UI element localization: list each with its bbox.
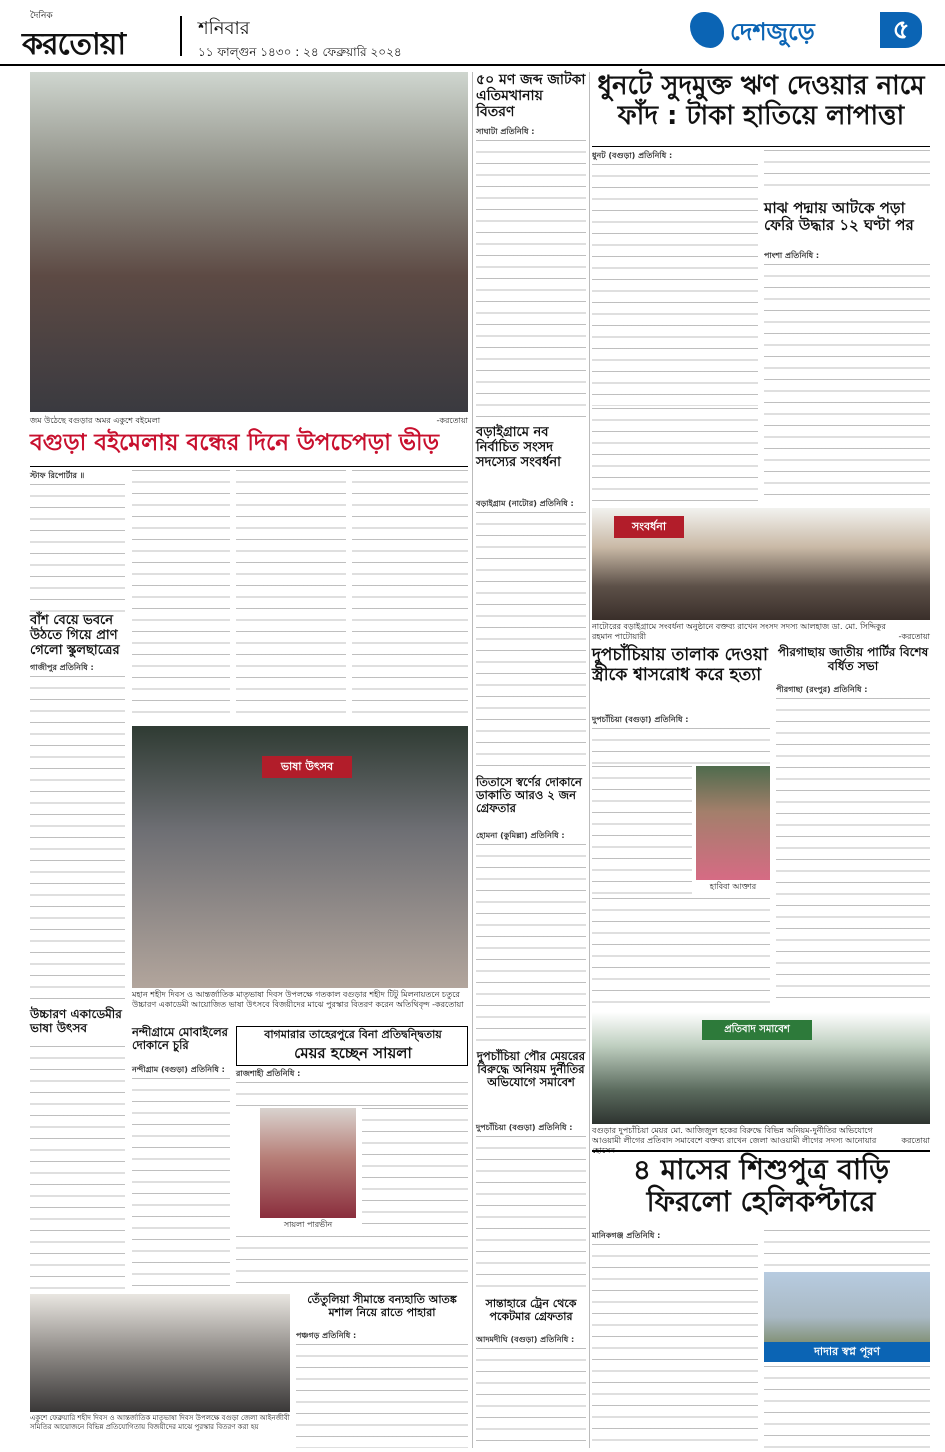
dhunot-byline: ধুনট (বগুড়া) প্রতিনিধি :	[592, 151, 673, 160]
gold-body	[476, 844, 586, 1048]
helicopter-byline: মানিকগঞ্জ প্রতিনিধি :	[592, 1231, 661, 1240]
dupchanchia-rally-photo	[592, 1012, 930, 1124]
boraigram-body	[476, 512, 586, 774]
helicopter-body-col2	[764, 1366, 930, 1448]
dupchanchia-victim-photo	[696, 766, 770, 880]
bagmara-photo-caption: সায়লা পারভীন	[283, 1220, 333, 1229]
gold-headline: তিতাসে স্বর্ণের দোকানে ডাকাতি আরও ২ জন গ্রেফতার	[476, 775, 582, 816]
lawyers-photo	[30, 1294, 290, 1412]
dupchanchia-rally-photo-credit: করতোয়া	[901, 1136, 930, 1145]
dhunot-body-col1b	[592, 408, 758, 504]
column-rule-2	[589, 72, 590, 1448]
dhunot-rule	[592, 146, 930, 147]
dupchanchia-murder-body-left	[592, 766, 692, 896]
gold-byline: হোমনা (কুমিল্লা) প্রতিনিধি :	[476, 831, 565, 840]
logo-prefix: দৈনিক	[30, 11, 53, 21]
issue-date: ১১ ফাল্গুন ১৪৩০ : ২৪ ফেব্রুয়ারি ২০২৪	[198, 45, 402, 59]
academy-photo-caption: মহান শহীদ দিবস ও আন্তর্জাতিক মাতৃভাষা দিবস উপলক্ষে গতকাল বগুড়ার শহীদ টিটু মিলনায়তনে চতুরে উচ্চারণ একাডেমী আয়োজিত ভাষা উৎসবে বিজয়ীদের মাঝে পুরস্কার বিতরণ করেন অতিথিবৃন্দ -করতোয়া	[132, 990, 464, 1009]
bookfair-body-col4	[352, 470, 468, 722]
boraigram-photo	[592, 508, 930, 620]
boraigram-photo-caption: নাটোরের বড়াইগ্রামে সংবর্ধনা অনুষ্ঠানে বক্তব্য রাখেন সংসদ সদস্য আলহাজ ডা. মো. সিদ্দিকুর রহমান পাটোয়ারী	[592, 622, 886, 641]
masthead-divider	[180, 16, 182, 56]
jatiya-party-byline: পীরগাছা (রংপুর) প্রতিনিধি :	[776, 685, 868, 694]
page-number: ৫	[880, 12, 922, 48]
section-header	[690, 10, 930, 50]
helicopter-body-col2-top	[764, 1230, 930, 1270]
nandigram-body	[132, 1078, 230, 1290]
helicopter-photo	[764, 1272, 930, 1362]
masthead	[0, 0, 945, 66]
bamboo-body	[30, 676, 125, 1006]
bagmara-headline-box	[236, 1026, 468, 1066]
dupchanchia-rally-photo-caption: বগুড়ার দুপচাঁচিয়া মেয়র মো. আজিজুল হকের বিরুদ্ধে বিভিন্ন অনিয়ম-দুর্নীতির অভিযোগে আওয়ামী লীগের প্রতিবাদ সমাবেশে বক্তব্য রাখেন জেলা আওয়ামী লীগের সদস্য আনোয়ার	[592, 1126, 877, 1145]
bookfair-byline: স্টাফ রিপোর্টার ॥	[30, 471, 85, 480]
nandigram-headline: নন্দীগ্রামে মোবাইলের দোকানে চুরি	[132, 1025, 228, 1053]
orphanage-body	[476, 140, 586, 422]
dhunot-body-col1	[592, 164, 758, 406]
bookfair-body-col1	[30, 484, 125, 612]
dupchanchia-murder-byline: দুপচাঁচিয়া (বগুড়া) প্রতিনিধি :	[592, 715, 689, 724]
bagmara-headline-bottom: মেয়র হচ্ছেন সায়লা	[294, 1044, 412, 1062]
bamboo-byline: গাজীপুর প্রতিনিধি :	[30, 663, 94, 672]
dhunot-body-col2	[764, 150, 930, 196]
helicopter-inset-label: দাদার স্বপ্ন পূরণ	[764, 1342, 930, 1362]
orphanage-byline: সাঘাটা প্রতিনিধি :	[476, 127, 535, 136]
dupchanchia-rally-body	[476, 1136, 586, 1296]
fisherman-body	[764, 264, 930, 504]
tetulia-body	[296, 1344, 468, 1448]
boraigram-photo-credit: -করতোয়া	[898, 632, 930, 641]
issue-day: শনিবার	[198, 18, 250, 39]
nandigram-byline: নন্দীগ্রাম (বগুড়া) প্রতিনিধি :	[132, 1065, 225, 1074]
bagmara-portrait	[260, 1108, 356, 1218]
bookfair-photo	[30, 72, 468, 412]
rally-banner: প্রতিবাদ সমাবেশ	[702, 1020, 812, 1040]
bagmara-headline-top: বাগমারার তাহেরপুরে বিনা প্রতিদ্বন্দ্বিতায়	[264, 1028, 442, 1041]
orphanage-headline: ৫০ মণ জব্দ জাটকা এতিমখানায় বিতরণ	[476, 72, 586, 121]
boraigram-byline: বড়াইগ্রাম (নাটোর) প্রতিনিধি :	[476, 499, 574, 508]
santahar-byline: আদমদীঘি (বগুড়া) প্রতিনিধি :	[476, 1335, 575, 1344]
helicopter-headline: ৪ মাসের শিশুপুত্র বাড়ি ফিরলো হেলিকপ্টারে	[632, 1153, 890, 1219]
tetulia-byline: পঞ্চগড় প্রতিনিধি :	[296, 1331, 357, 1340]
bamboo-headline: বাঁশ বেয়ে ভবনে উঠতে গিয়ে প্রাণ গেলো স্কুলছাত্রের	[30, 613, 120, 658]
dupchanchia-murder-body-top	[592, 728, 770, 764]
section-title: দেশজুড়ে	[730, 18, 815, 46]
dhunot-headline: ধুনটে সুদমুক্ত ঋণ দেওয়ার নামে ফাঁদ : টাকা হাতিয়ে লাপাত্তা	[597, 71, 925, 131]
newspaper-logo: করতোয়া	[22, 27, 126, 62]
helicopter-body-col1	[592, 1244, 758, 1448]
bookfair-body-col3	[236, 470, 346, 722]
dupchanchia-murder-headline: দুপচাঁচিয়ায় তালাক দেওয়া স্ত্রীকে শ্বাসরোধ করে হত্যা	[592, 645, 768, 685]
bookfair-photo-credit: -করতোয়া	[436, 416, 468, 425]
bookfair-body-col2	[132, 470, 230, 722]
helicopter-rule	[592, 1150, 930, 1152]
bookfair-photo-caption: জম উঠেছে বগুড়ার অমর একুশে বইমেলা	[30, 416, 161, 425]
tetulia-headline: তেঁতুলিয়া সীমান্তে বন্যহাতি আতঙ্ক মশাল নিয়ে রাতে পাহারা	[307, 1293, 457, 1319]
dupchanchia-victim-caption: হাবিবা আক্তার	[709, 882, 757, 891]
dupchanchia-murder-body-bottom	[592, 898, 770, 1008]
bookfair-rule	[30, 466, 468, 467]
bagmara-body-top	[236, 1082, 468, 1106]
academy-photo	[132, 726, 468, 988]
column-rule-1	[472, 72, 473, 1448]
lawyers-photo-caption: একুশে ফেব্রুয়ারি শহীদ দিবস ও আন্তর্জাতিক মাতৃভাষা দিবস উপলক্ষে বগুড়া জেলা আইনজীবী সমিতির আয়োজনে বিভিন্ন প্রতিযোগিতায় বিজয়ীদের মাঝে পুরস্কার বিতরণ করা হয়	[30, 1414, 290, 1431]
dupchanchia-rally-headline: দুপচাঁচিয়া পৌর মেয়রের বিরুদ্ধে অনিয়ম দুর্নীতির অভিযোগে সমাবেশ	[476, 1049, 586, 1090]
boraigram-banner: সংবর্ধনা	[614, 516, 684, 538]
bagmara-byline: রাজশাহী প্রতিনিধি :	[236, 1069, 301, 1078]
academy-banner: ভাষা উৎসব	[262, 756, 352, 778]
santahar-headline: সান্তাহারে ট্রেন থেকে পকেটমার গ্রেফতার	[485, 1297, 577, 1323]
santahar-body	[476, 1348, 586, 1448]
academy-headline: উচ্চারণ একাডেমীর ভাষা উৎসব	[30, 1007, 122, 1035]
jatiya-party-body	[776, 698, 930, 1008]
bangladesh-map-icon	[690, 12, 724, 48]
academy-body	[30, 1046, 125, 1290]
boraigram-headline: বড়াইগ্রামে নব নির্বাচিত সংসদ সদস্যের সংবর্ধনা	[476, 425, 561, 470]
dupchanchia-rally-byline: দুপচাঁচিয়া (বগুড়া) প্রতিনিধি :	[476, 1123, 573, 1132]
bagmara-body-bottom	[236, 1236, 468, 1288]
fisherman-byline: পাংশা প্রতিনিধি :	[764, 251, 820, 260]
bagmara-body-side	[362, 1108, 468, 1232]
fisherman-headline: মাঝ পদ্মায় আটকে পড়া ফেরি উদ্ধার ১২ ঘণ্টা পর	[764, 199, 914, 235]
bookfair-headline: বগুড়া বইমেলায় বন্ধের দিনে উপচেপড়া ভীড়	[30, 430, 440, 456]
jatiya-party-headline: পীরগাছায় জাতীয় পার্টির বিশেষ বর্ধিত সভা	[777, 645, 929, 673]
